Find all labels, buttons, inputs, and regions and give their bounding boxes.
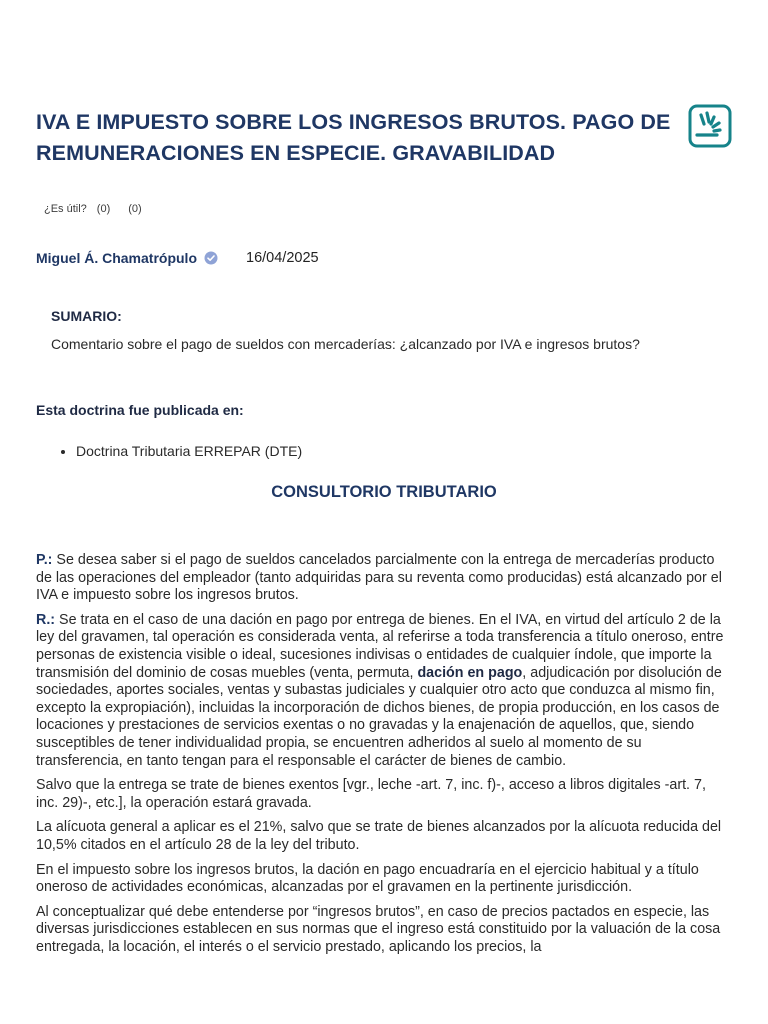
body-paragraph-5: En el impuesto sobre los ingresos brutos, la dación en pago encuadraría en el ejercicio habitual y a título oneroso de actividades económicas, alcanzadas por el gravamen en la pertinente jurisdicción. [36, 861, 699, 896]
answer-paragraph [36, 612, 732, 770]
brand-logo-icon[interactable] [688, 104, 732, 148]
body-paragraph-3: Salvo que la entrega se trate de bienes exentos [vgr., leche -art. 7, inc. f)-, acceso a libros digitales -art. 7, inc. 29)-, etc.], la operación estará gravada. [36, 777, 706, 811]
byline [36, 250, 319, 266]
document-page [36, 0, 736, 1024]
feedback-no-button[interactable]: (0) [128, 203, 142, 215]
answer-label: R.: [36, 611, 56, 628]
question-text: Se desea saber si el pago de sueldos cancelados parcialmente con la entrega de mercaderías producto de las operaciones del empleador (tanto adquiridas para su reventa como producidas) está alcanzado por el IVA e impuesto sobre los ingresos brutos. [36, 552, 722, 604]
question-paragraph [36, 552, 732, 605]
feedback-row [44, 203, 142, 215]
answer-bold-term: dación en pago [417, 664, 523, 681]
publication-label: Esta doctrina fue publicada en: [36, 402, 244, 418]
verified-badge-icon [204, 251, 218, 265]
answer-text-2: , adjudicación por disolución de sociedades, aportes sociales, ventas y subastas judiciales y cualquier otro acto que conduzca al mismo fin, excepto la expropiación), incluidas la incorporación de dichos bienes, de propia producción, en los casos de locaciones y prestaciones de servicios exentas o no gravadas y la enajenación de aquellos, que, siendo susceptibles de tener individualidad propia, se encuentren adheridos al suelo al momento de su transferencia, en tanto tengan para el responsable el carácter de bienes de cambio. [36, 664, 722, 769]
answer-text-1: Se trata en el caso de una dación en pago por entrega de bienes. En el IVA, en virtud del artículo 2 de la ley del gravamen, tal operación es considerada venta, al referirse a toda transferencia a título oneroso, entre personas de existencia visible o ideal, sucesiones indivisas o entidades de cualquier índole, que importe la transmisión del dominio de cosas muebles (venta, permuta, [36, 611, 724, 681]
summary-text: Comentario sobre el pago de sueldos con mercaderías: ¿alcanzado por IVA e ingresos brutos? [51, 336, 640, 352]
article-body [36, 552, 732, 963]
publication-list [36, 443, 302, 459]
question-label: P.: [36, 552, 53, 568]
feedback-yes-button[interactable]: (0) [96, 203, 111, 215]
body-paragraph-6: Al conceptualizar qué debe entenderse por “ingresos brutos”, en caso de precios pactados en especie, las diversas jurisdicciones establecen en sus normas que el ingreso está constituido por la valuación de la cosa entregada, la locación, el interés o el servicio prestado, aplicando los precios, la [36, 903, 721, 955]
author-name[interactable]: Miguel Á. Chamatrópulo [36, 250, 197, 266]
summary-label: SUMARIO: [51, 308, 122, 324]
publish-date: 16/04/2025 [246, 250, 319, 266]
page-title: IVA E IMPUESTO SOBRE LOS INGRESOS BRUTOS. PAGO DE REMUNERACIONES EN ESPECIE. GRAVABILIDAD [36, 110, 671, 165]
section-title: CONSULTORIO TRIBUTARIO [271, 483, 497, 501]
publication-item[interactable]: • Doctrina Tributaria ERREPAR (DTE) [76, 443, 302, 459]
feedback-label: ¿Es útil? [44, 203, 87, 215]
body-paragraph-4: La alícuota general a aplicar es el 21%, salvo que se trate de bienes alcanzados por la alícuota reducida del 10,5% citados en el artículo 28 de la ley del tributo. [36, 819, 722, 853]
